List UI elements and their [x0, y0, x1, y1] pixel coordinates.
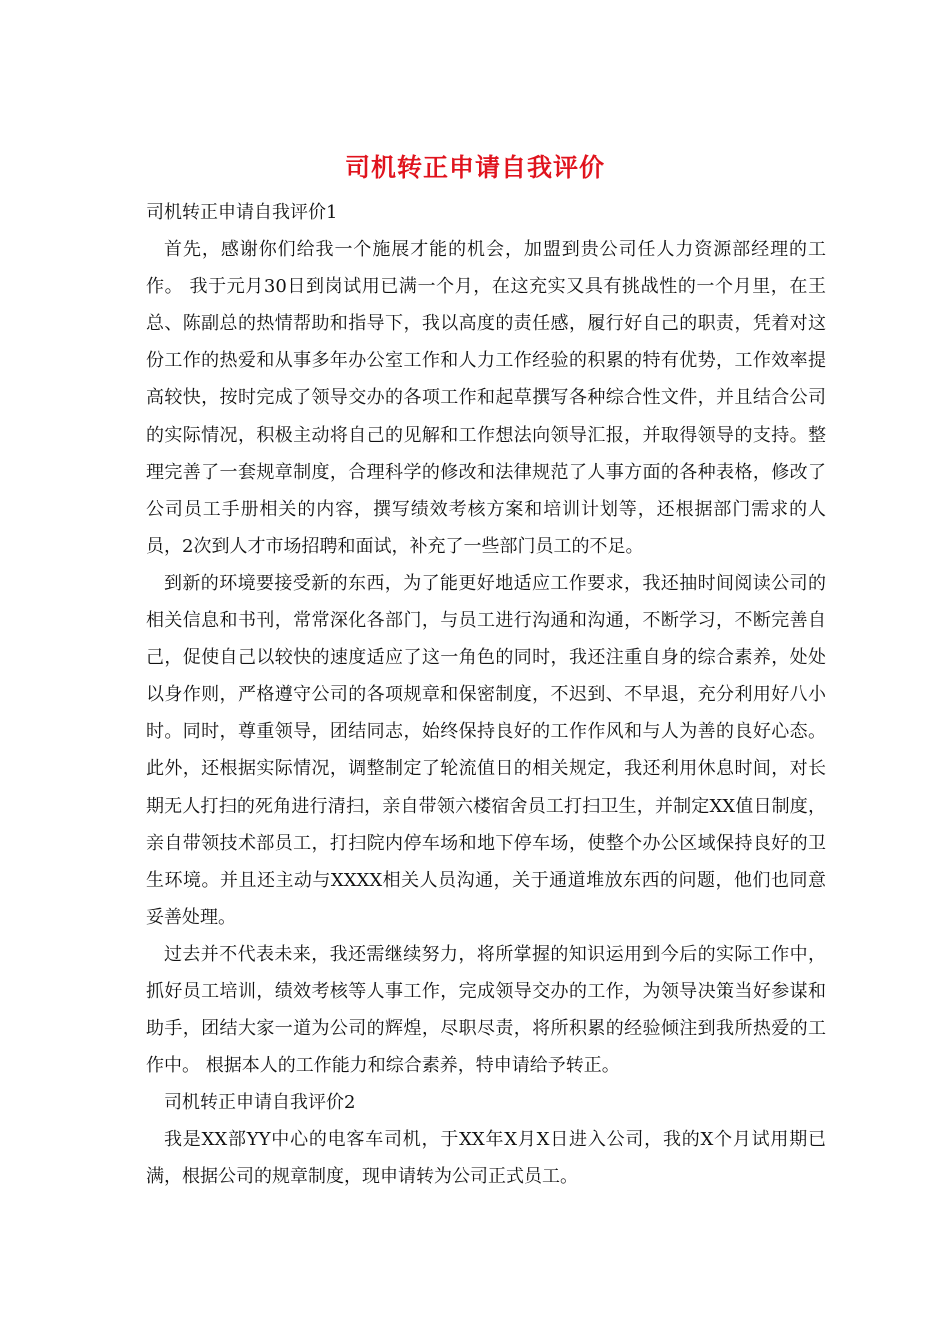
paragraph-4: 我是XX部YY中心的电客车司机，于XX年X月X日进入公司，我的X个月试用期已满，根据公司的规章制度，现申请转为公司正式员工。	[146, 1129, 826, 1188]
paragraph-1: 首先，感谢你们给我一个施展才能的机会，加盟到贵公司任人力资源部经理的工作。 我于元月30日到岗试用已满一个月，在这充实又具有挑战性的一个月里，在王总、陈副总的热情帮助和指导下，我以高度的责任感，履行好自己的职责，凭着对这份工作的热爱和从事多年办公室工作和人力工作经验的积累的特有优势，工作效率提高较快，按时完成了领导交办的各项工作和起草撰写各种综合性文件，并且结合公司的实际情况，积极主动将自己的见解和工作想法向领导汇报，并取得领导的支持。整理完善了一套规章制度，合理科学的修改和法律规范了人事方面的各种表格，修改了公司员工手册相关的内容，撰写绩效考核方案和培训计划等，还根据部门需求的人员，2次到人才市场招聘和面试，补充了一些部门员工的不足。	[146, 239, 826, 557]
paragraph-2: 到新的环境要接受新的东西，为了能更好地适应工作要求，我还抽时间阅读公司的相关信息和书刊，常常深化各部门，与员工进行沟通和沟通，不断学习，不断完善自己，促使自己以较快的速度适应了这一角色的同时，我还注重自身的综合素养，处处以身作则，严格遵守公司的各项规章和保密制度，不迟到、不早退，充分利用好八小时。同时，尊重领导，团结同志，始终保持良好的工作作风和与人为善的良好心态。此外，还根据实际情况，调整制定了轮流值日的相关规定，我还利用休息时间，对长期无人打扫的死角进行清扫，亲自带领六楼宿舍员工打扫卫生，并制定XX值日制度，亲自带领技术部员工，打扫院内停车场和地下停车场，使整个办公区域保持良好的卫生环境。并且还主动与XXXX相关人员沟通，关于通道堆放东西的问题，他们也同意妥善处理。	[146, 572, 826, 928]
document-title: 司机转正申请自我评价	[344, 153, 605, 182]
section-heading-2: 司机转正申请自我评价2	[164, 1092, 356, 1114]
paragraph-3: 过去并不代表未来，我还需继续努力，将所掌握的知识运用到今后的实际工作中，抓好员工培训，绩效考核等人事工作，完成领导交办的工作，为领导决策当好参谋和助手，团结大家一道为公司的辉煌，尽职尽责，将所积累的经验倾注到我所热爱的工作中。 根据本人的工作能力和综合素养，特申请给予转正。	[146, 943, 826, 1077]
document-body	[146, 194, 826, 1196]
section-heading-1: 司机转正申请自我评价1	[146, 202, 338, 223]
